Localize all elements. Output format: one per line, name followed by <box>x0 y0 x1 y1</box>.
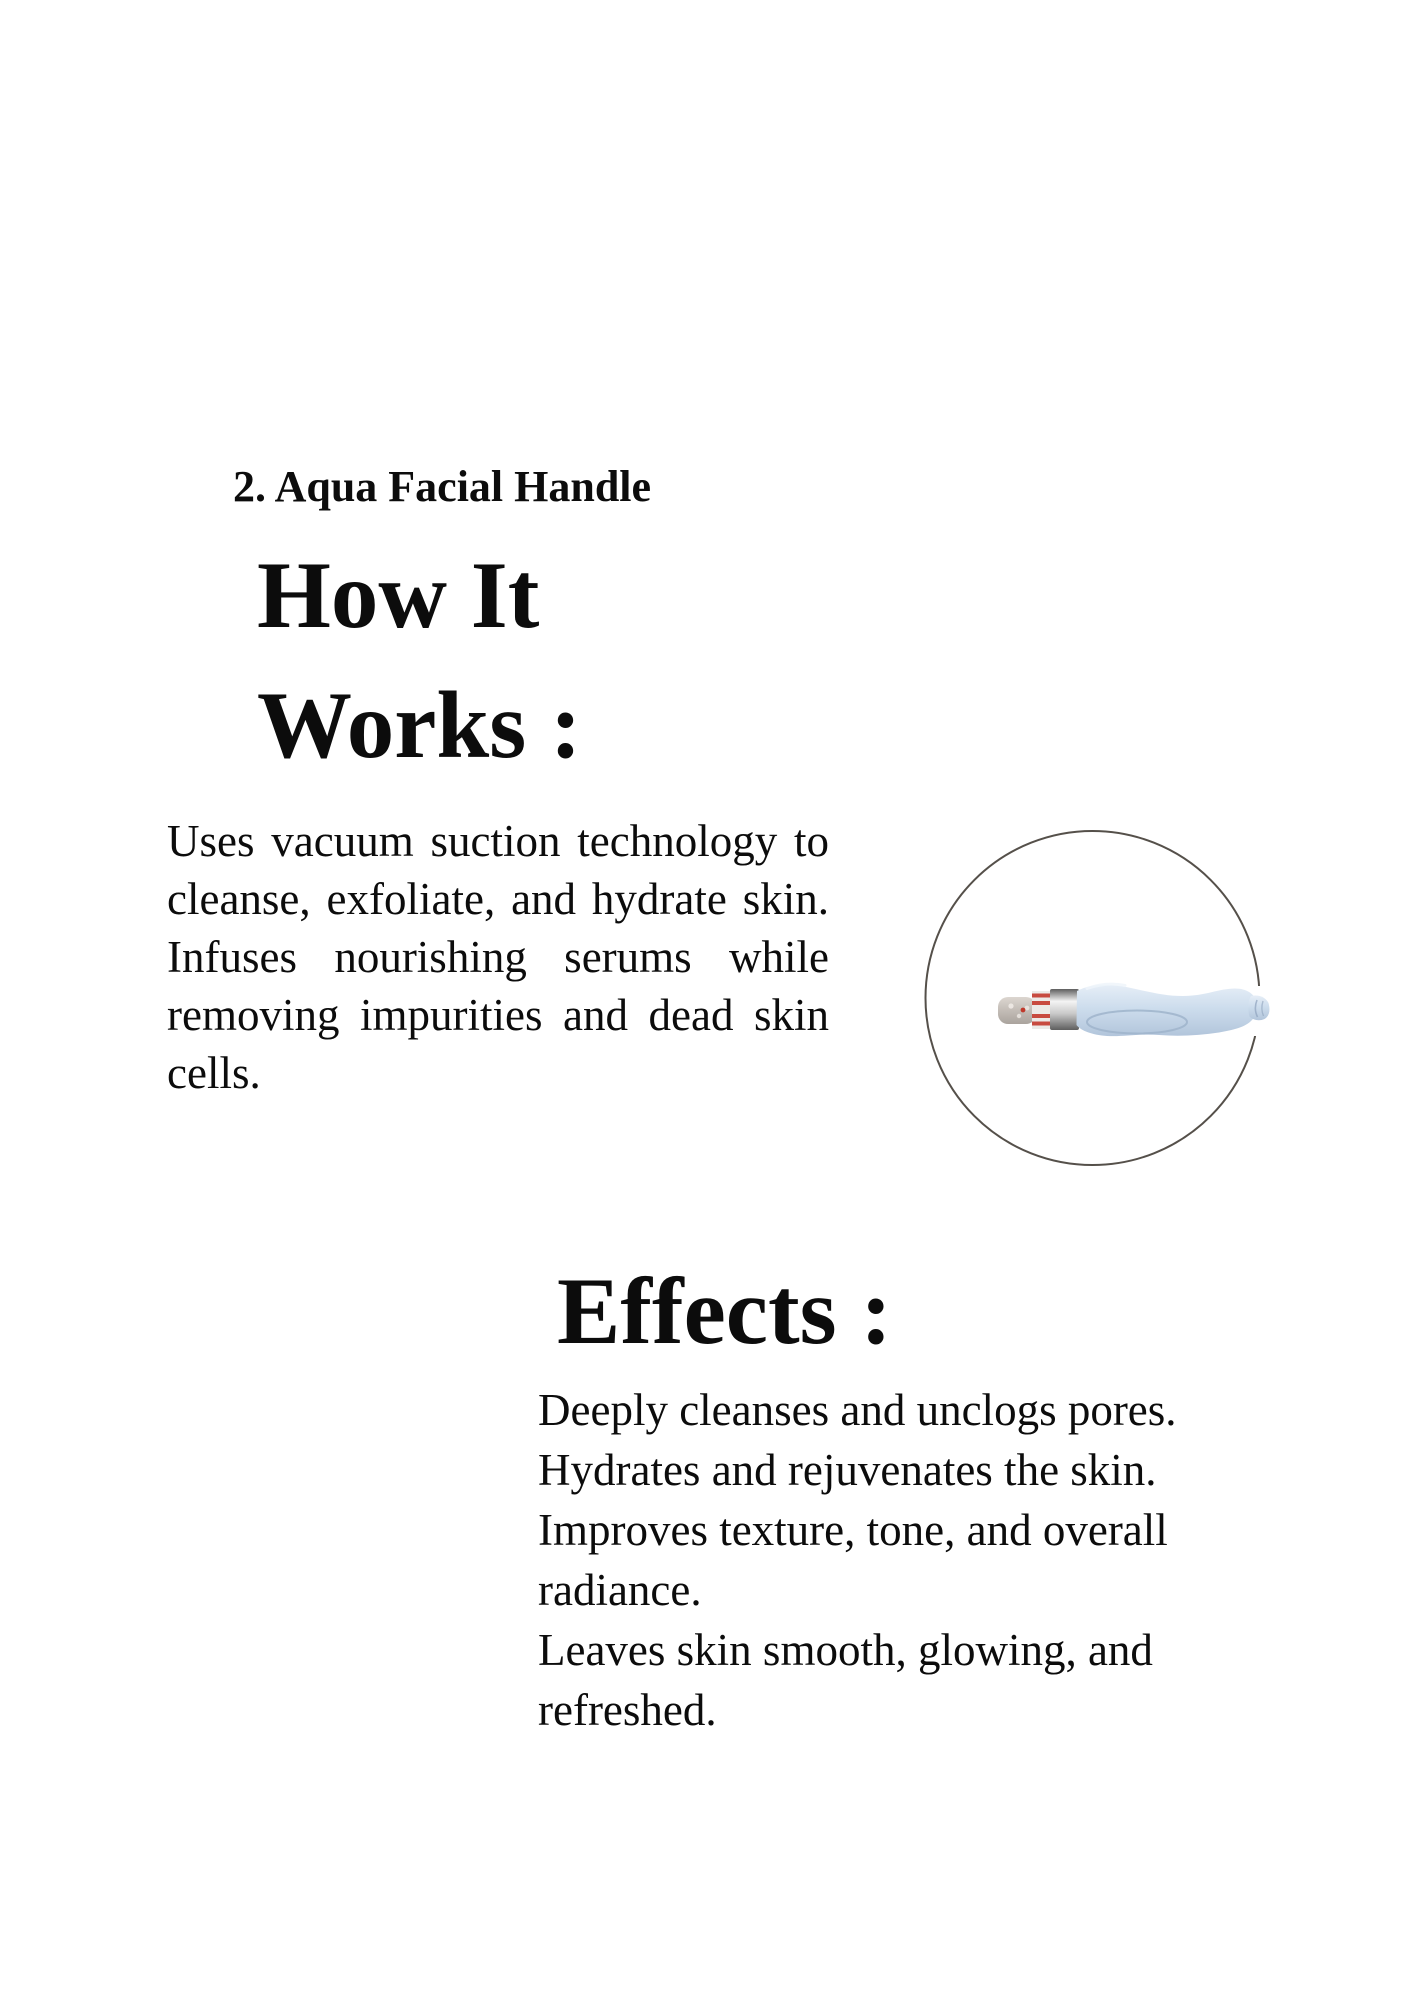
tip-speckle <box>1008 1003 1013 1008</box>
paragraph-line: removing impurities and dead skin <box>167 990 829 1040</box>
handle-collar <box>1050 989 1079 1030</box>
tip-speckle <box>1017 1014 1021 1018</box>
paragraph-line: Infuses nourishing serums while <box>167 932 829 982</box>
how-it-works-heading-line2: Works : <box>257 672 582 778</box>
effects-line: Leaves skin smooth, glowing, and <box>538 1625 1153 1675</box>
how-it-works-heading <box>257 530 582 790</box>
product-photo <box>915 820 1300 1180</box>
how-it-works-paragraph <box>167 812 829 1102</box>
handle-stripe <box>1032 1022 1050 1026</box>
how-it-works-heading-line1: How It <box>257 542 540 648</box>
handle-stripe <box>1032 994 1050 998</box>
effects-line: Improves texture, tone, and overall <box>538 1505 1168 1555</box>
handle-stripe <box>1032 1001 1050 1005</box>
effects-heading: Effects : <box>557 1258 892 1364</box>
handle-tip <box>998 997 1036 1024</box>
effects-line: radiance. <box>538 1565 702 1615</box>
handle-stripe <box>1032 1014 1050 1018</box>
paragraph-line: Uses vacuum suction technology to <box>167 816 829 866</box>
paragraph-line: cells. <box>167 1048 261 1098</box>
effects-line: Hydrates and rejuvenates the skin. <box>538 1445 1157 1495</box>
section-heading: 2. Aqua Facial Handle <box>233 462 652 511</box>
tip-red-dot <box>1021 1008 1026 1013</box>
effects-line: Deeply cleanses and unclogs pores. <box>538 1385 1177 1435</box>
effects-list <box>538 1380 1218 1740</box>
paragraph-line: cleanse, exfoliate, and hydrate skin. <box>167 874 829 924</box>
effects-line: refreshed. <box>538 1685 717 1735</box>
